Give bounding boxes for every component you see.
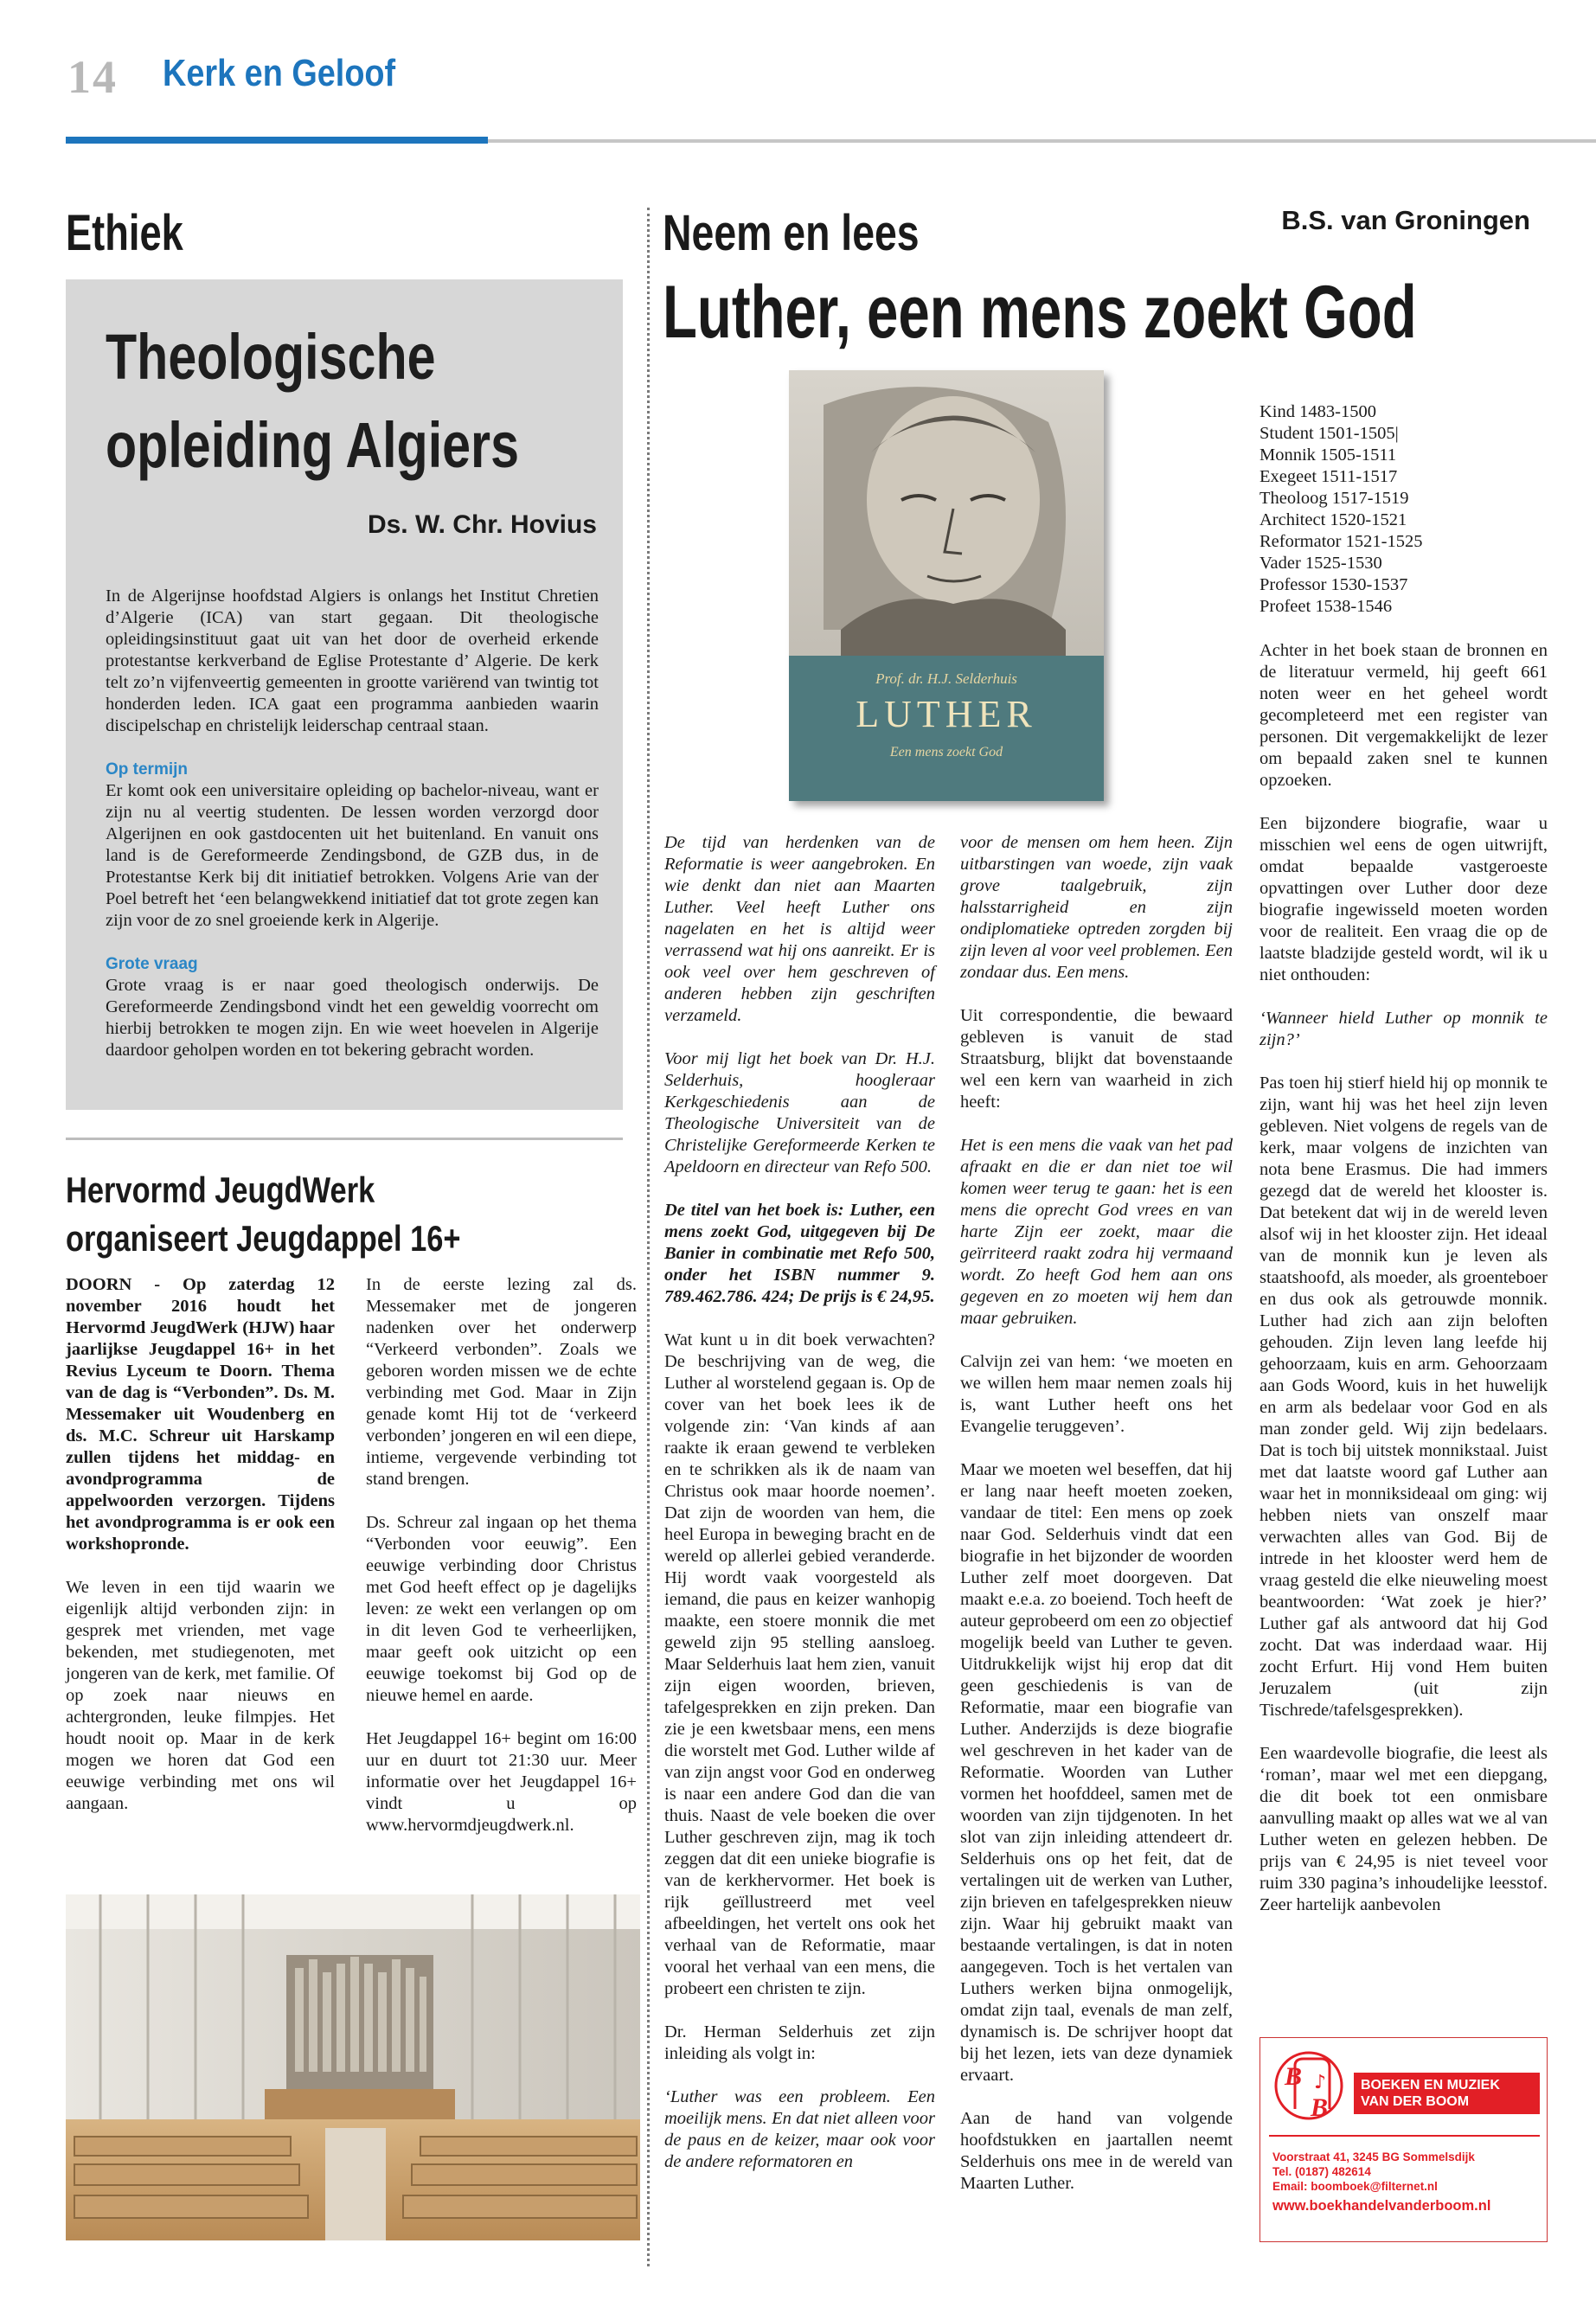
jeugd-rule bbox=[66, 1138, 623, 1140]
timeline-item: Monnik 1505-1511 bbox=[1259, 445, 1397, 465]
review-paragraph: Dr. Herman Selderhuis zet zijn inleiding als volgt in: bbox=[664, 2022, 935, 2063]
timeline-list bbox=[1259, 401, 1545, 618]
review-paragraph: Pas toen hij stierf hield hij op monnik te zijn, want hij was het heel zijn leven gebleven. Niet volgens de regels van de kerk, maar volgens de inzichten van nota bene Erasmus. Die had immers gezegd dat de wereld het klooster is. Dat betekent dat wij in de wereld leven alsof wij in het klooster zijn. Het ideaal van de monnik kun je leven als staatshoofd, als moeder, als groenteboer en dus ook als getrouwde monnik. Luther had zich aan zijn beloften gehouden. Zijn leven lang leefde hij gehoorzaam, kuis en arm. Gehoorzaam aan Gods Woord, kuis in het huwelijk en arm als bedelaar voor God en als man zonder geld. Wij zijn bedelaars. Dat is toch bij uitstek monnikstaal. Juist met dat laatste woord gaf Luther aan waar het in monniksideaal om ging: wij hebben niets van onszelf maar verwachten alles van God. Bij de intrede in het klooster werd hem de vraag gesteld die elke nieuweling moest beantwoorden: ‘Wat zoek je hier?’ Luther gaf als antwoord dat hij God zocht. Dat was inderdaad waar. Hij zocht Erfurt. Hij vond Hem buiten Jeruzalem (uit zijn Tischrede/tafelsgesprekken). bbox=[1259, 1074, 1548, 1720]
ad-email-link[interactable]: Email: boomboek@filternet.nl bbox=[1272, 2180, 1438, 2193]
timeline-item: Theoloog 1517-1519 bbox=[1259, 489, 1409, 508]
ethiek-paragraph-1: Er komt ook een universitaire opleiding op bachelor-niveau, want er zijn nu al veertig studenten. De lessen worden verzorgd door Algerijnen en ook gastdocenten uit het buitenland. En vanuit ons land is de Gereformeerde Zendingsbond, de GZB dus, in de Protestantse Kerk bij dit initiatief betrokken. Volgens Arie van der Poel betreft het ‘een belangwekkend initiatief dat tot grote zegen kan zijn voor de zo snel groeiende kerk in Algerije. bbox=[106, 781, 599, 930]
review-column-2 bbox=[960, 832, 1233, 2216]
svg-text:B: B bbox=[1285, 2062, 1303, 2091]
review-paragraph: Maar we moeten wel beseffen, dat hij er lang naar heeft moeten zoeken, vandaar de titel: Een mens op zoek naar God. Selderhuis vindt dat een biografie in het bijzonder de woorden Luther zelf moet doorgeven. Dat maakt e.e.a. zo boeiend. Toch heeft de auteur geprobeerd om een zo objectief mogelijk beeld van Luther te geven. Uitdrukkelijk wijst hij erop dat dit geen geschiedenis is van de Reformatie, maar een biografie van Luther. Anderzijds is deze biografie wel geschreven in het kader van de Reformatie. Woorden van Luther vormen het hoofddeel, samen met de woorden van zijn tijdgenoten. In het slot van zijn inleiding attendeert dr. Selderhuis ons op het feit, dat de vertalingen uit de werken van Luther, zijn brieven en tafelgesprekken nieuw zijn. Waar hij gebruikt maakt van bestaande vertalingen, is dat in noten aangegeven. Toch is het vertalen van Luthers werken bijna onmogelijk, omdat zijn taal, evenals de man zelf, dynamisch is. De schrijver hoopt dat bij het lezen, iets van deze dynamiek ervaart. bbox=[960, 1460, 1233, 2085]
church-interior-photo bbox=[66, 1894, 640, 2240]
ethiek-intro: In de Algerijnse hoofdstad Algiers is onlangs het Institut Chretien d’Algerie (ICA) van start gegaan. Dit theologische opleidingsinstituut gaat uit van het door de overheid erkende protestantse kerkverband de Eglise Protestante d’ Algerie. De kerk telt zo’n vijfenveertig gemeenten in grootte variërend van twintig tot honderden leden. ICA gaat een programma aanbieden waarin discipelschap en christelijk leiderschap centraal staan. bbox=[106, 586, 599, 735]
timeline-item: Reformator 1521-1525 bbox=[1259, 532, 1423, 551]
review-paragraph: Een bijzondere biografie, waar u misschien wel eens de ogen uitwrijft, omdat bepaalde vastgeroeste opvattingen over Luther door deze biografie ingewisseld moeten worden voor de realiteit. Een vraag die op de laatste bladzijde gesteld wordt, wil ik u niet onthouden: bbox=[1259, 814, 1548, 984]
cover-subtitle: Een mens zoekt God bbox=[889, 745, 1003, 760]
review-question: ‘Wanneer hield Luther op monnik te zijn?’ bbox=[1259, 1009, 1548, 1049]
ethiek-paragraph-2: Grote vraag is er naar goed theologisch onderwijs. De Gereformeerde Zendingsbond vindt het een geweldig voorrecht om hierbij betrokken te mogen zijn. En wie weet hoevelen in Algerije daardoor geholpen worden en tot bekering gebracht worden. bbox=[106, 976, 599, 1060]
jeugd-paragraph-4: Het Jeugdappel 16+ begint om 16:00 uur en duurt tot 21:30 uur. Meer informatie over het Jeugdappel 16+ vindt u op www.hervormdjeugdwerk.nl. bbox=[366, 1729, 637, 1835]
review-paragraph: Aan de hand van volgende hoofdstukken en jaartallen neemt Selderhuis ons mee in de wereld van Maarten Luther. bbox=[960, 2109, 1233, 2193]
jeugd-title-line2: organiseert Jeugdappel 16+ bbox=[66, 1218, 461, 1259]
review-quote: ‘Luther was een probleem. Een moeilijk mens. En dat niet alleen voor de paus en de keizer, maar ook voor de andere reformatoren en bbox=[664, 2087, 935, 2171]
ad-banner-line2: VAN DER BOOM bbox=[1361, 2094, 1470, 2109]
ethiek-subheading-2: Grote vraag bbox=[106, 955, 198, 973]
timeline-item: Student 1501-1505| bbox=[1259, 424, 1399, 443]
timeline-item: Profeet 1538-1546 bbox=[1259, 597, 1393, 616]
svg-text:B: B bbox=[1311, 2093, 1329, 2122]
timeline-item: Exegeet 1511-1517 bbox=[1259, 467, 1398, 486]
ethiek-author: Ds. W. Chr. Hovius bbox=[367, 510, 597, 539]
ethiek-title-line1: Theologische bbox=[106, 321, 436, 393]
svg-text:♪: ♪ bbox=[1314, 2072, 1327, 2093]
jeugd-title-line1: Hervormd JeugdWerk bbox=[66, 1170, 375, 1210]
ad-phone: Tel. (0187) 482614 bbox=[1272, 2165, 1371, 2178]
ethiek-body bbox=[106, 586, 599, 1083]
jeugd-paragraph-1: We leven in een tijd waarin we eigenlijk altijd verbonden zijn: in gesprek met vrienden, met vage bekenden, met studiegenoten, met jongeren van de kerk, met familie. Of op zoek naar nieuws en achtergronden, leuke filmpjes. Het houdt nooit op. Maar in de kerk mogen we horen dat God een eeuwige verbinding met ons wil aangaan. bbox=[66, 1578, 335, 1813]
timeline-item: Professor 1530-1537 bbox=[1259, 575, 1408, 594]
ad-website-link[interactable]: www.boekhandelvanderboom.nl bbox=[1272, 2198, 1491, 2214]
byline: B.S. van Groningen bbox=[1281, 205, 1530, 235]
ad-divider bbox=[1269, 2135, 1540, 2137]
column-divider bbox=[647, 208, 650, 2266]
jeugd-column-2 bbox=[366, 1274, 637, 1858]
review-paragraph: Achter in het boek staan de bronnen en de literatuur vermeld, hij geeft 661 noten weer en het geheel wordt gecompleteerd met een register van personen. Dit vergemakkelijkt de lezer om bepaald zaken snel te kunnen opzoeken. bbox=[1259, 641, 1548, 790]
bb-logo-icon bbox=[1269, 2048, 1349, 2123]
ethiek-subheading-1: Op termijn bbox=[106, 760, 189, 779]
review-paragraph: Uit correspondentie, die bewaard gebleven is vanuit de stad Straatsburg, blijkt dat bovenstaande wel een kern van waarheid in zich heeft: bbox=[960, 1006, 1233, 1112]
jeugd-paragraph-2: In de eerste lezing zal ds. Messemaker met de jongeren nadenken over het onderwerp “Verkeerd verbonden”. Zoals we geboren worden missen we de echte verbinding met God. Maar in Zijn genade komt Hij tot de ‘verkeerd verbonden’ jongeren en wil een diepe, intieme, vergevende verbinding tot stand brengen. bbox=[366, 1275, 637, 1489]
header-rule bbox=[488, 139, 1596, 143]
ad-banner-line1: BOEKEN EN MUZIEK bbox=[1361, 2078, 1500, 2093]
bookshop-advertisement[interactable] bbox=[1259, 2037, 1548, 2242]
headline: Luther, een mens zoekt God bbox=[663, 271, 1417, 354]
review-quote: Het is een mens die vaak van het pad afraakt en die er dan niet toe wil komen weer terug te gaan: het is een mens die oprecht God vrees en van harte Zijn eer zoekt, maar die geïrriteerd raakt zodra hij vermaand wordt. Zo heeft God hem aan ons gegeven en zo moeten wij hem dan maar gebruiken. bbox=[960, 1136, 1233, 1328]
ethiek-label: Ethiek bbox=[66, 205, 183, 261]
page-number: 14 bbox=[67, 51, 118, 103]
rubriek-label: Neem en lees bbox=[663, 205, 920, 261]
ad-address: Voorstraat 41, 3245 BG Sommelsdijk bbox=[1272, 2150, 1475, 2163]
review-intro: De tijd van herdenken van de Reformatie is weer aangebroken. En wie denkt dan niet aan Maarten Luther. Veel heeft Luther ons nagelaten en het is altijd weer verrassend wat hij ons aanreikt. Er is ook veel over hem geschreven of anderen hebben zijn geschriften verzameld. bbox=[664, 833, 935, 1025]
review-paragraph: Een waardevolle biografie, die leest als ‘roman’, maar wel met een diepgang, die dit boek tot een onmisbare aanvulling maakt op alles wat we al van Luther weten en gelezen hebben. De prijs van € 24,95 is niet teveel voor ruim 330 pagina’s inhoudelijke leesstof. Zeer hartelijk aanbevolen bbox=[1259, 1744, 1548, 1914]
book-cover bbox=[789, 370, 1104, 801]
timeline-item: Kind 1483-1500 bbox=[1259, 402, 1376, 421]
luther-portrait-cover bbox=[789, 370, 1104, 801]
review-paragraph: Wat kunt u in dit boek verwachten? De beschrijving van de weg, die Luther al worstelend gegaan is. Op de cover van het boek lees ik de volgende zin: ‘Van kinds af aan raakte ik eraan gewend te verbleken en te schrikken als ik de naam van Christus ook maar hoorde noemen’. Dat zijn de woorden van hem, die heel Europa in beweging bracht en de wereld op allerlei gebied veranderde. Hij wordt vaak voorgesteld als iemand, die paus en keizer wanhopig maakte, een stoere monnik die met geweld zijn 95 stelling aansloeg. Maar Selderhuis laat hem zien, vanuit zijn eigen woorden, brieven, tafelgesprekken en zijn preken. Dan zie je een kwetsbaar mens, een mens die worstelt met God. Luther wilde af van zijn angst voor God en onderweg is naar een andere God dan die van thuis. Naast de vele boeken die over Luther geschreven zijn, mag ik toch zeggen dat dit een unieke biografie is van de kerkhervormer. Het boek is rijk geïllustreerd met veel afbeeldingen, het vertelt ons ook het verhaal van de Reformatie, maar vooral het verhaal van een mens, die probeert een christen te zijn. bbox=[664, 1330, 935, 1998]
review-intro: Voor mij ligt het boek van Dr. H.J. Selderhuis, hoogleraar Kerkgeschiedenis aan de Theologische Universiteit van de Christelijke Gereformeerde Kerken te Apeldoorn en directeur van Refo 500. bbox=[664, 1049, 935, 1176]
jeugd-paragraph-3: Ds. Schreur zal ingaan op het thema “Verbonden voor eeuwig”. Een eeuwige verbinding door Christus met God heeft effect op je dagelijks leven: ze wekt een verlangen op om in dit leven God te verheerlijken, maar geeft ook uitzicht op een eeuwige toekomst bij God op de nieuwe hemel en aarde. bbox=[366, 1513, 637, 1705]
timeline-item: Architect 1520-1521 bbox=[1259, 510, 1407, 529]
jeugd-column-1 bbox=[66, 1274, 335, 1836]
review-paragraph: Calvijn zei van hem: ‘we moeten en we willen hem maar nemen zoals hij is, want Luther heeft ons het Evangelie teruggeven’. bbox=[960, 1352, 1233, 1436]
section-title: Kerk en Geloof bbox=[163, 52, 396, 94]
ethiek-title-line2: opleiding Algiers bbox=[106, 409, 520, 481]
jeugd-lead: DOORN - Op zaterdag 12 november 2016 houdt het Hervormd JeugdWerk (HJW) haar jaarlijkse Jeugdappel 16+ in het Revius Lyceum te Doorn. Thema van de dag is “Verbonden”. Ds. M. Messemaker uit Woudenberg en ds. M.C. Schreur uit Harskamp zullen tijdens het middag- en avondprogramma de appelwoorden verzorgen. Tijdens het avondprogramma is er ook een workshopronde. bbox=[66, 1275, 335, 1554]
timeline-item: Vader 1525-1530 bbox=[1259, 554, 1382, 573]
review-column-3 bbox=[1259, 640, 1548, 1938]
header-rule-accent bbox=[66, 137, 488, 144]
review-column-1 bbox=[664, 832, 935, 2195]
book-info: De titel van het boek is: Luther, een mens zoekt God, uitgegeven bij De Banier in combinatie met Refo 500, onder het ISBN nummer 9. 789.462.786. 424; De prijs is € 24,95. bbox=[664, 1201, 935, 1306]
cover-author: Prof. dr. H.J. Selderhuis bbox=[875, 670, 1017, 687]
cover-title: LUTHER bbox=[856, 693, 1037, 735]
review-quote: voor de mensen om hem heen. Zijn uitbarstingen van woede, zijn vaak grove taalgebruik, zijn halsstarrigheid en zijn ondiplomatieke optreden zorgden bij zijn leven al voor veel problemen. Een zondaar dus. Een mens. bbox=[960, 833, 1233, 982]
church-interior-illustration bbox=[66, 1894, 640, 2240]
ad-banner bbox=[1354, 2073, 1540, 2114]
